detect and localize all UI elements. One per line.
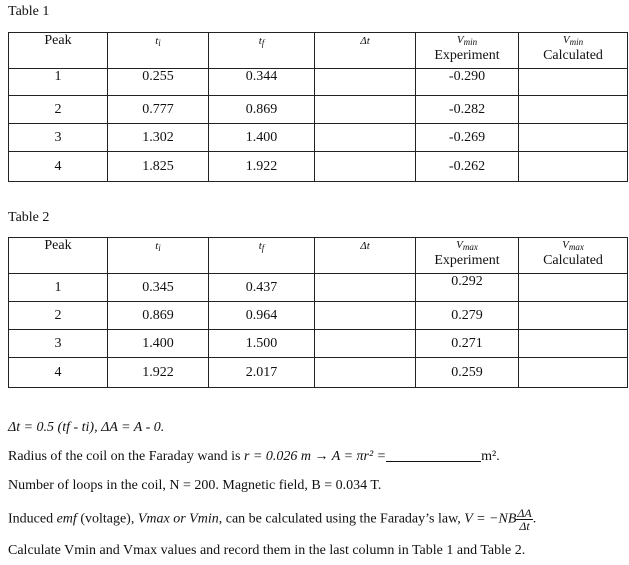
note-radius bbox=[8, 448, 500, 465]
header-vmin-exp bbox=[416, 33, 519, 69]
cell-peak: 4 bbox=[9, 358, 108, 388]
cell-peak: 1 bbox=[9, 69, 108, 96]
cell-peak: 2 bbox=[9, 302, 108, 330]
ti-sub: i bbox=[158, 38, 161, 48]
table1-header-row bbox=[9, 33, 628, 69]
header-ti bbox=[108, 33, 209, 69]
vcalc-sym: V bbox=[562, 239, 569, 251]
tf-sym: t bbox=[258, 35, 262, 47]
cell-vexp: -0.262 bbox=[416, 152, 519, 182]
vexp-sym: V bbox=[456, 239, 463, 251]
header-vmax-exp bbox=[416, 238, 519, 274]
cell-dt[interactable] bbox=[315, 152, 416, 182]
cell-vexp: 0.271 bbox=[416, 330, 519, 358]
cell-ti: 0.869 bbox=[108, 302, 209, 330]
table1 bbox=[8, 32, 628, 182]
faraday-equation: V = −NB bbox=[464, 511, 517, 527]
faraday-v: Vmax or Vmin bbox=[137, 511, 219, 527]
table-row bbox=[9, 124, 628, 152]
cell-ti: 1.400 bbox=[108, 330, 209, 358]
faraday-mid: (voltage), bbox=[76, 511, 138, 527]
header-dt bbox=[315, 238, 416, 274]
vexp-sym: V bbox=[456, 34, 464, 46]
header-dt bbox=[315, 33, 416, 69]
cell-peak: 2 bbox=[9, 96, 108, 124]
cell-vexp: -0.290 bbox=[416, 69, 519, 96]
faraday-emf: emf bbox=[56, 511, 77, 527]
table-row bbox=[9, 69, 628, 96]
dt-sym: Δt bbox=[360, 35, 370, 47]
vexp-label: Experiment bbox=[434, 253, 500, 268]
cell-dt[interactable] bbox=[315, 358, 416, 388]
note-delta-formula: Δt = 0.5 (tf - ti), ΔA = A - 0. bbox=[8, 420, 165, 435]
table1-caption: Table 1 bbox=[8, 4, 50, 19]
header-tf bbox=[209, 238, 315, 274]
fraction-denominator: Δt bbox=[519, 519, 530, 533]
cell-peak: 1 bbox=[9, 274, 108, 302]
note-instruction: Calculate Vmin and Vmax values and record them in the last column in Table 1 and Table 2. bbox=[8, 543, 526, 558]
cell-tf: 0.437 bbox=[209, 274, 315, 302]
cell-vexp: 0.292 bbox=[416, 274, 519, 302]
vcalc-label: Calculated bbox=[543, 48, 603, 63]
table2-header-row bbox=[9, 238, 628, 274]
cell-ti: 1.302 bbox=[108, 124, 209, 152]
cell-vcalc[interactable] bbox=[519, 96, 628, 124]
fraction-numerator: ΔA bbox=[517, 506, 532, 520]
cell-vcalc[interactable] bbox=[519, 124, 628, 152]
table-row bbox=[9, 330, 628, 358]
cell-dt[interactable] bbox=[315, 69, 416, 96]
table-row bbox=[9, 96, 628, 124]
cell-dt[interactable] bbox=[315, 96, 416, 124]
note-loops-field: Number of loops in the coil, N = 200. Magnetic field, B = 0.034 T. bbox=[8, 478, 382, 493]
radius-prefix: Radius of the coil on the Faraday wand is bbox=[8, 449, 245, 464]
cell-vcalc[interactable] bbox=[519, 302, 628, 330]
tf-sub: f bbox=[261, 243, 265, 253]
ti-sub: i bbox=[158, 243, 161, 253]
cell-vexp: -0.269 bbox=[416, 124, 519, 152]
header-vmin-calc bbox=[519, 33, 628, 69]
table-row bbox=[9, 302, 628, 330]
cell-tf: 1.400 bbox=[209, 124, 315, 152]
tf-sym: t bbox=[258, 240, 262, 252]
faraday-fraction bbox=[516, 507, 532, 532]
ti-sym: t bbox=[155, 240, 159, 252]
vexp-sub: max bbox=[462, 242, 478, 252]
cell-tf: 1.500 bbox=[209, 330, 315, 358]
area-unit: m². bbox=[481, 449, 500, 464]
cell-vcalc[interactable] bbox=[519, 274, 628, 302]
cell-vcalc[interactable] bbox=[519, 358, 628, 388]
cell-dt[interactable] bbox=[315, 330, 416, 358]
cell-dt[interactable] bbox=[315, 274, 416, 302]
vcalc-sym: V bbox=[562, 34, 570, 46]
dt-sym: Δt bbox=[360, 240, 370, 252]
header-peak: Peak bbox=[9, 238, 108, 274]
cell-ti: 0.345 bbox=[108, 274, 209, 302]
table2-caption: Table 2 bbox=[8, 210, 50, 225]
area-answer-blank[interactable] bbox=[386, 448, 481, 462]
cell-vcalc[interactable] bbox=[519, 330, 628, 358]
table-row bbox=[9, 358, 628, 388]
cell-ti: 1.825 bbox=[108, 152, 209, 182]
header-tf bbox=[209, 33, 315, 69]
cell-vcalc[interactable] bbox=[519, 152, 628, 182]
header-peak: Peak bbox=[9, 33, 108, 69]
cell-tf: 0.869 bbox=[209, 96, 315, 124]
cell-tf: 2.017 bbox=[209, 358, 315, 388]
note-faraday: Induced emf (voltage), Vmax or Vmin, can be calculated using the Faraday’s law, V = −NB $\frac{\Delta A}{\Delta t}$ . bbox=[8, 506, 537, 533]
cell-peak: 3 bbox=[9, 124, 108, 152]
ti-sym: t bbox=[155, 35, 159, 47]
vcalc-label: Calculated bbox=[543, 253, 603, 268]
cell-dt[interactable] bbox=[315, 124, 416, 152]
cell-vexp: 0.279 bbox=[416, 302, 519, 330]
faraday-rest: , can be calculated using the Faraday’s law, bbox=[218, 511, 465, 527]
cell-peak: 4 bbox=[9, 152, 108, 182]
vcalc-sub: max bbox=[568, 242, 584, 252]
cell-vexp: 0.259 bbox=[416, 358, 519, 388]
table-row bbox=[9, 274, 628, 302]
cell-vcalc[interactable] bbox=[519, 69, 628, 96]
radius-equation: r = 0.026 m → A = πr² = bbox=[244, 449, 387, 464]
header-vmax-calc bbox=[519, 238, 628, 274]
cell-tf: 0.344 bbox=[209, 69, 315, 96]
cell-ti: 1.922 bbox=[108, 358, 209, 388]
cell-tf: 1.922 bbox=[209, 152, 315, 182]
cell-peak: 3 bbox=[9, 330, 108, 358]
cell-tf: 0.964 bbox=[209, 302, 315, 330]
tf-sub: f bbox=[261, 38, 265, 48]
cell-vexp: -0.282 bbox=[416, 96, 519, 124]
vexp-sub: min bbox=[463, 37, 478, 47]
header-ti bbox=[108, 238, 209, 274]
cell-ti: 0.255 bbox=[108, 69, 209, 96]
table2 bbox=[8, 237, 628, 388]
cell-ti: 0.777 bbox=[108, 96, 209, 124]
vexp-label: Experiment bbox=[434, 48, 500, 63]
cell-dt[interactable] bbox=[315, 302, 416, 330]
vcalc-sub: min bbox=[569, 37, 584, 47]
table-row bbox=[9, 152, 628, 182]
faraday-prefix: Induced bbox=[8, 511, 57, 527]
